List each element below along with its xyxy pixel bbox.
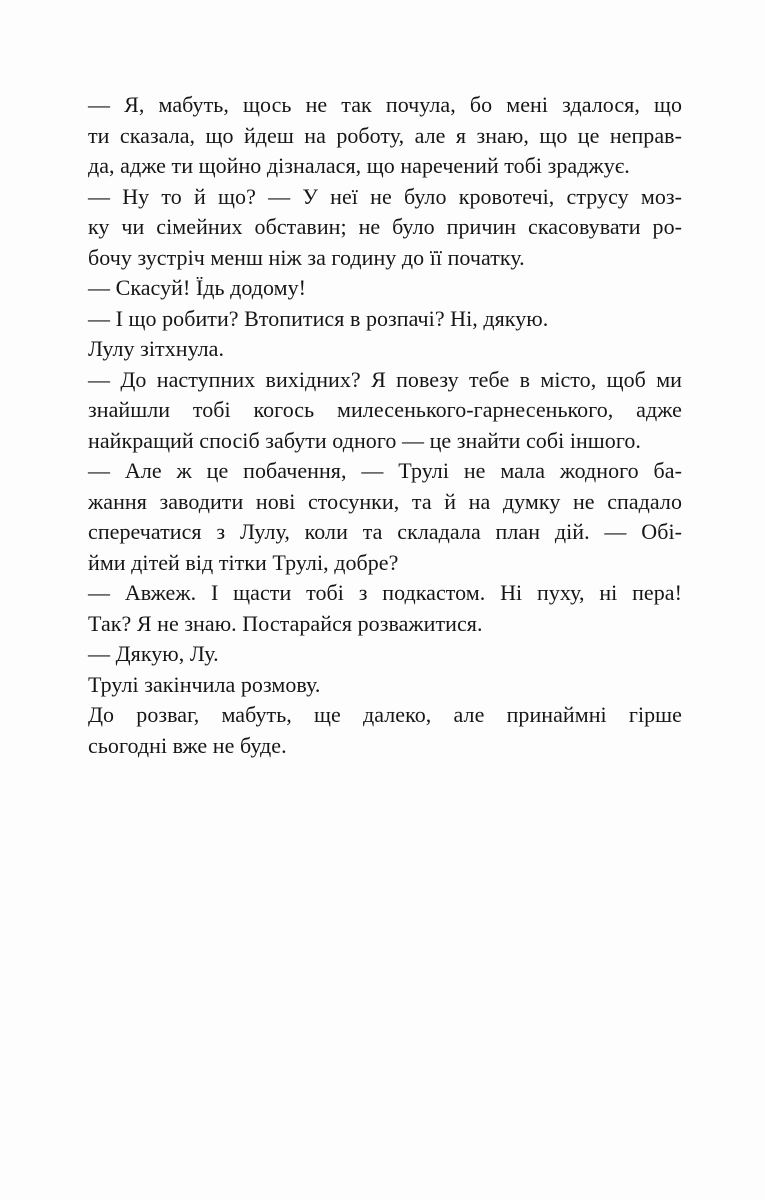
paragraph bbox=[88, 273, 682, 304]
text-line: — Дякую, Лу. bbox=[88, 641, 219, 666]
text-line: До розваг, мабуть, ще далеко, але принаймні гірше bbox=[88, 702, 682, 727]
paragraph bbox=[88, 334, 682, 365]
text-line: да, адже ти щойно дізналася, що наречений тобі зраджує. bbox=[88, 153, 630, 178]
text-line: — Скасуй! Їдь додому! bbox=[88, 275, 307, 300]
text-line: ку чи сімейних обставин; не було причин скасовувати ро- bbox=[88, 214, 682, 239]
text-line: — Я, мабуть, щось не так почула, бо мені здалося, що bbox=[88, 92, 682, 117]
paragraph bbox=[88, 182, 682, 274]
text-line: сперечатися з Лулу, коли та складала план дій. — Обі- bbox=[88, 519, 682, 544]
page-text bbox=[88, 90, 682, 761]
paragraph bbox=[88, 639, 682, 670]
text-line: знайшли тобі когось милесенького-гарнесенького, адже bbox=[88, 397, 682, 422]
paragraph bbox=[88, 365, 682, 457]
text-line: — Авжеж. І щасти тобі з подкастом. Ні пуху, ні пера! bbox=[88, 580, 682, 605]
paragraph bbox=[88, 90, 682, 182]
paragraph bbox=[88, 700, 682, 761]
text-line: бочу зустріч менш ніж за годину до її початку. bbox=[88, 244, 525, 270]
paragraph bbox=[88, 456, 682, 578]
text-line: жання заводити нові стосунки, та й на думку не спадало bbox=[88, 488, 682, 514]
text-line: ти сказала, що йдеш на роботу, але я знаю, що це неправ- bbox=[88, 122, 682, 148]
paragraph bbox=[88, 304, 682, 335]
text-line: Трулі закінчила розмову. bbox=[88, 671, 321, 697]
text-line: сьогодні вже не буде. bbox=[88, 732, 287, 758]
text-line: — І що робити? Втопитися в розпачі? Ні, дякую. bbox=[88, 305, 549, 331]
text-line: йми дітей від тітки Трулі, добре? bbox=[88, 549, 399, 575]
text-line: — Але ж це побачення, — Трулі не мала жодного ба- bbox=[88, 458, 682, 483]
text-line: Так? Я не знаю. Постарайся розважитися. bbox=[88, 610, 483, 636]
text-line: найкращий спосіб забути одного — це знайти собі іншого. bbox=[88, 427, 641, 453]
text-line: Лулу зітхнула. bbox=[88, 336, 225, 361]
paragraph bbox=[88, 670, 682, 701]
paragraph bbox=[88, 578, 682, 639]
text-line: — Ну то й що? — У неї не було кровотечі, струсу моз- bbox=[88, 183, 682, 209]
text-line: — До наступних вихідних? Я повезу тебе в місто, щоб ми bbox=[88, 366, 682, 392]
